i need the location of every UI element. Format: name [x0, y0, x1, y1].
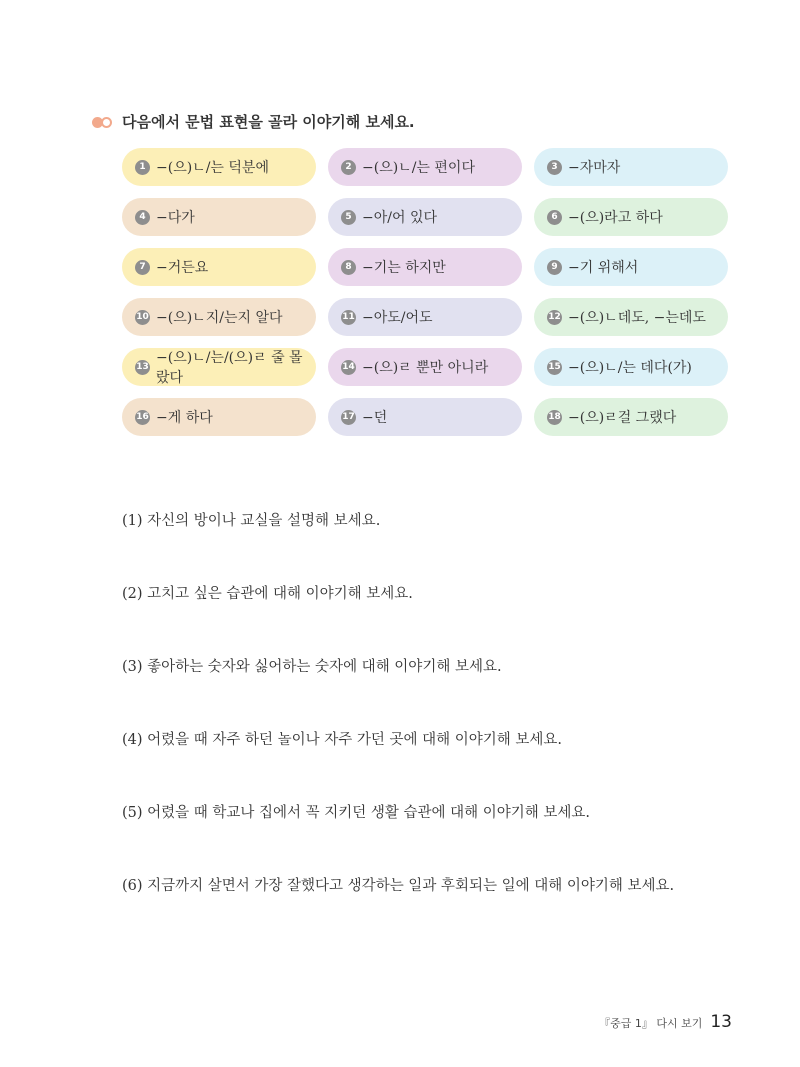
grammar-label: −(으)ㄴ지/는지 알다 [156, 310, 283, 326]
number-badge: 17 [341, 410, 356, 425]
grammar-label: −(으)ㄹ 뿐만 아니라 [362, 360, 489, 376]
page-footer [599, 1012, 732, 1032]
grammar-item [122, 298, 316, 336]
grammar-item [328, 248, 522, 286]
grammar-item [122, 248, 316, 286]
grammar-item [328, 298, 522, 336]
grammar-item [534, 198, 728, 236]
grammar-label: −(으)ㄴ/는 편이다 [362, 160, 475, 176]
grammar-grid [122, 148, 728, 436]
grammar-label: −(으)ㄴ/는 데다(가) [568, 360, 692, 376]
book-title: 『중급 1』 다시 보기 [599, 1017, 703, 1030]
grammar-label: −(으)ㄴ/는 덕분에 [156, 160, 269, 176]
question-item: (2) 고치고 싶은 습관에 대해 이야기해 보세요. [122, 586, 413, 602]
bullet-dots-icon [92, 116, 116, 128]
number-badge: 7 [135, 260, 150, 275]
number-badge: 6 [547, 210, 562, 225]
number-badge: 1 [135, 160, 150, 175]
question-item: (5) 어렸을 때 학교나 집에서 꼭 지키던 생활 습관에 대해 이야기해 보세요. [122, 805, 591, 821]
question-item: (3) 좋아하는 숫자와 싫어하는 숫자에 대해 이야기해 보세요. [122, 659, 502, 675]
number-badge: 12 [547, 310, 562, 325]
grammar-label: −거든요 [156, 260, 209, 276]
grammar-item [534, 248, 728, 286]
question-list [122, 509, 674, 947]
number-badge: 13 [135, 360, 150, 375]
grammar-item [534, 298, 728, 336]
grammar-item [328, 348, 522, 386]
page-number: 13 [710, 1012, 732, 1032]
grammar-item [122, 198, 316, 236]
number-badge: 8 [341, 260, 356, 275]
grammar-item [534, 398, 728, 436]
grammar-item [122, 348, 316, 386]
number-badge: 18 [547, 410, 562, 425]
grammar-label: −(으)ㄹ걸 그랬다 [568, 410, 677, 426]
grammar-label: −다가 [156, 210, 195, 226]
number-badge: 3 [547, 160, 562, 175]
grammar-item [122, 148, 316, 186]
grammar-item [122, 398, 316, 436]
grammar-label: −게 하다 [156, 410, 213, 426]
question-item: (6) 지금까지 살면서 가장 잘했다고 생각하는 일과 후회되는 일에 대해 이야기해 보세요. [122, 878, 675, 894]
grammar-label: −(으)ㄴ데도, −는데도 [568, 310, 706, 326]
number-badge: 2 [341, 160, 356, 175]
number-badge: 15 [547, 360, 562, 375]
grammar-label: −(으)라고 하다 [568, 210, 663, 226]
grammar-item [328, 198, 522, 236]
number-badge: 16 [135, 410, 150, 425]
grammar-label: −던 [362, 410, 388, 426]
grammar-item [328, 148, 522, 186]
number-badge: 4 [135, 210, 150, 225]
grammar-label: −아/어 있다 [362, 210, 437, 226]
number-badge: 14 [341, 360, 356, 375]
question-item: (4) 어렸을 때 자주 하던 놀이나 자주 가던 곳에 대해 이야기해 보세요. [122, 732, 563, 748]
number-badge: 9 [547, 260, 562, 275]
grammar-label: −기는 하지만 [362, 260, 446, 276]
grammar-label: −아도/어도 [362, 310, 433, 326]
grammar-item [534, 148, 728, 186]
grammar-item [534, 348, 728, 386]
number-badge: 5 [341, 210, 356, 225]
question-item: (1) 자신의 방이나 교실을 설명해 보세요. [122, 513, 381, 529]
instruction-heading [92, 111, 415, 132]
grammar-label: −(으)ㄴ/는/(으)ㄹ 줄 몰랐다 [156, 350, 303, 386]
grammar-label: −기 위해서 [568, 260, 639, 276]
number-badge: 11 [341, 310, 356, 325]
number-badge: 10 [135, 310, 150, 325]
instruction-text: 다음에서 문법 표현을 골라 이야기해 보세요. [122, 113, 415, 131]
grammar-item [328, 398, 522, 436]
grammar-label: −자마자 [568, 160, 621, 176]
